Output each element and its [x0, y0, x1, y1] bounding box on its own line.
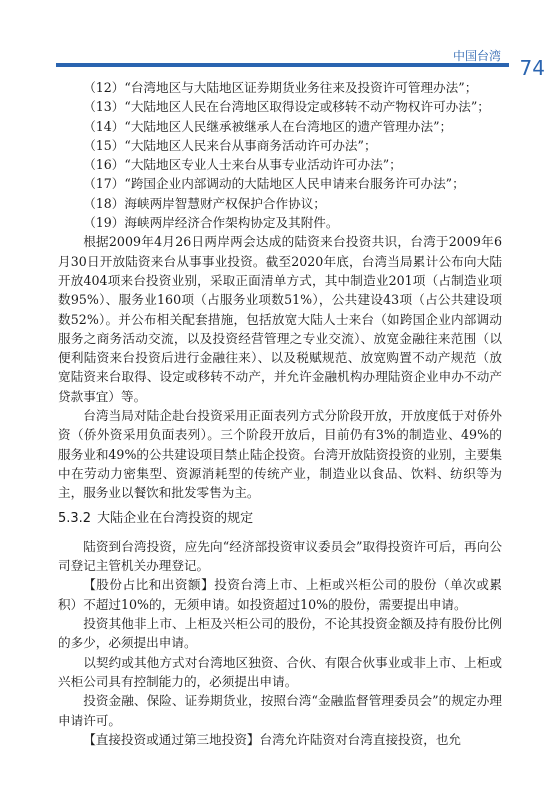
list-item: （13）“大陆地区人民在台湾地区取得设定或移转不动产物权许可办法”； [83, 99, 490, 115]
list-item: （14）“大陆地区人民继承被继承人在台湾地区的遗产管理办法”； [83, 118, 453, 134]
paragraph: 以契约或其他方式对台湾地区独资、合伙、有限合伙事业或非上市、上柜或兴柜公司具有控制能力的，必须提出申请。 [58, 654, 502, 689]
header-divider [56, 63, 509, 67]
list-item: （16）“大陆地区专业人士来台从事专业活动许可办法”； [83, 157, 402, 173]
list-item: （18）海峡两岸智慧财产权保护合作协议； [83, 195, 326, 211]
section-heading [58, 509, 502, 528]
paragraph: 投资金融、保险、证券期货业，按照台湾“金融监督管理委员会”的规定办理申请许可。 [58, 693, 502, 728]
paragraph: 【股份占比和出资额】投资台湾上市、上柜或兴柜公司的股份（单次或累积）不超过10%的，无须申请。如投资超过10%的股份，需要提出申请。 [58, 577, 502, 612]
paragraph: 投资其他非上市、上柜及兴柜公司的股份，不论其投资金额及持有股份比例的多少，必须提出申请。 [58, 616, 502, 651]
document-body [58, 78, 502, 749]
section-label: 中国台湾 [452, 49, 501, 63]
page-number: 74 [519, 56, 545, 80]
paragraph: 台湾当局对陆企赴台投资采用正面表列方式分阶段开放，开放度低于对侨外资（侨外资采用负面表列）。三个阶段开放后，目前仍有3%的制造业、49%的服务业和49%的公共建设项目禁止陆企投资。台湾开放陆资投资的业别，主要集中在劳动力密集型、资源消耗型的传统产业，制造业以食品、饮料、纺织等为主，服务业以餐饮和批发零售为主。 [58, 408, 502, 501]
section-number: 5.3.2 [58, 510, 92, 526]
list-item: （15）“大陆地区人民来台从事商务活动许可办法”； [83, 137, 377, 153]
section-title: 大陆企业在台湾投资的规定 [97, 510, 254, 526]
list-item: （12）“台湾地区与大陆地区证券期货业务往来及投资许可管理办法”； [83, 80, 478, 95]
list-item: （17）“跨国企业内部调动的大陆地区人民申请来台服务许可办法”； [83, 176, 465, 192]
paragraph: 陆资到台湾投资，应先向“经济部投资审议委员会”取得投资许可后，再向公司登记主管机关办理登记。 [58, 538, 502, 574]
paragraph: 根据2009年4月26日两岸两会达成的陆资来台投资共识，台湾于2009年6月30日开放陆资来台从事事业投资。截至2020年底，台湾当局累计公布向大陆开放404项来台投资业别，采取正面清单方式，其中制造业201项（占制造业项数95%）、服务业160项（占服务业项数51%），公共建设43项（占公共建设项数52%）。并公布相关配套措施，包括放宽大陆人士来台（如跨国企业内部调动服务之商务活动交流，以及投资经营管理之专业交流）、放宽金融往来范围（以便利陆资来台投资后进行金融往来）、以及税赋规范、放宽购置不动产规范（放宽陆资来台取得、设定或移转不动产，并允许金融机构办理陆资企业申办不动产贷款事宜）等。 [58, 234, 502, 404]
paragraph: 【直接投资或通过第三地投资】台湾允许陆资对台湾直接投资，也允 [83, 731, 461, 747]
list-item: （19）海峡两岸经济合作架构协定及其附件。 [83, 215, 339, 231]
